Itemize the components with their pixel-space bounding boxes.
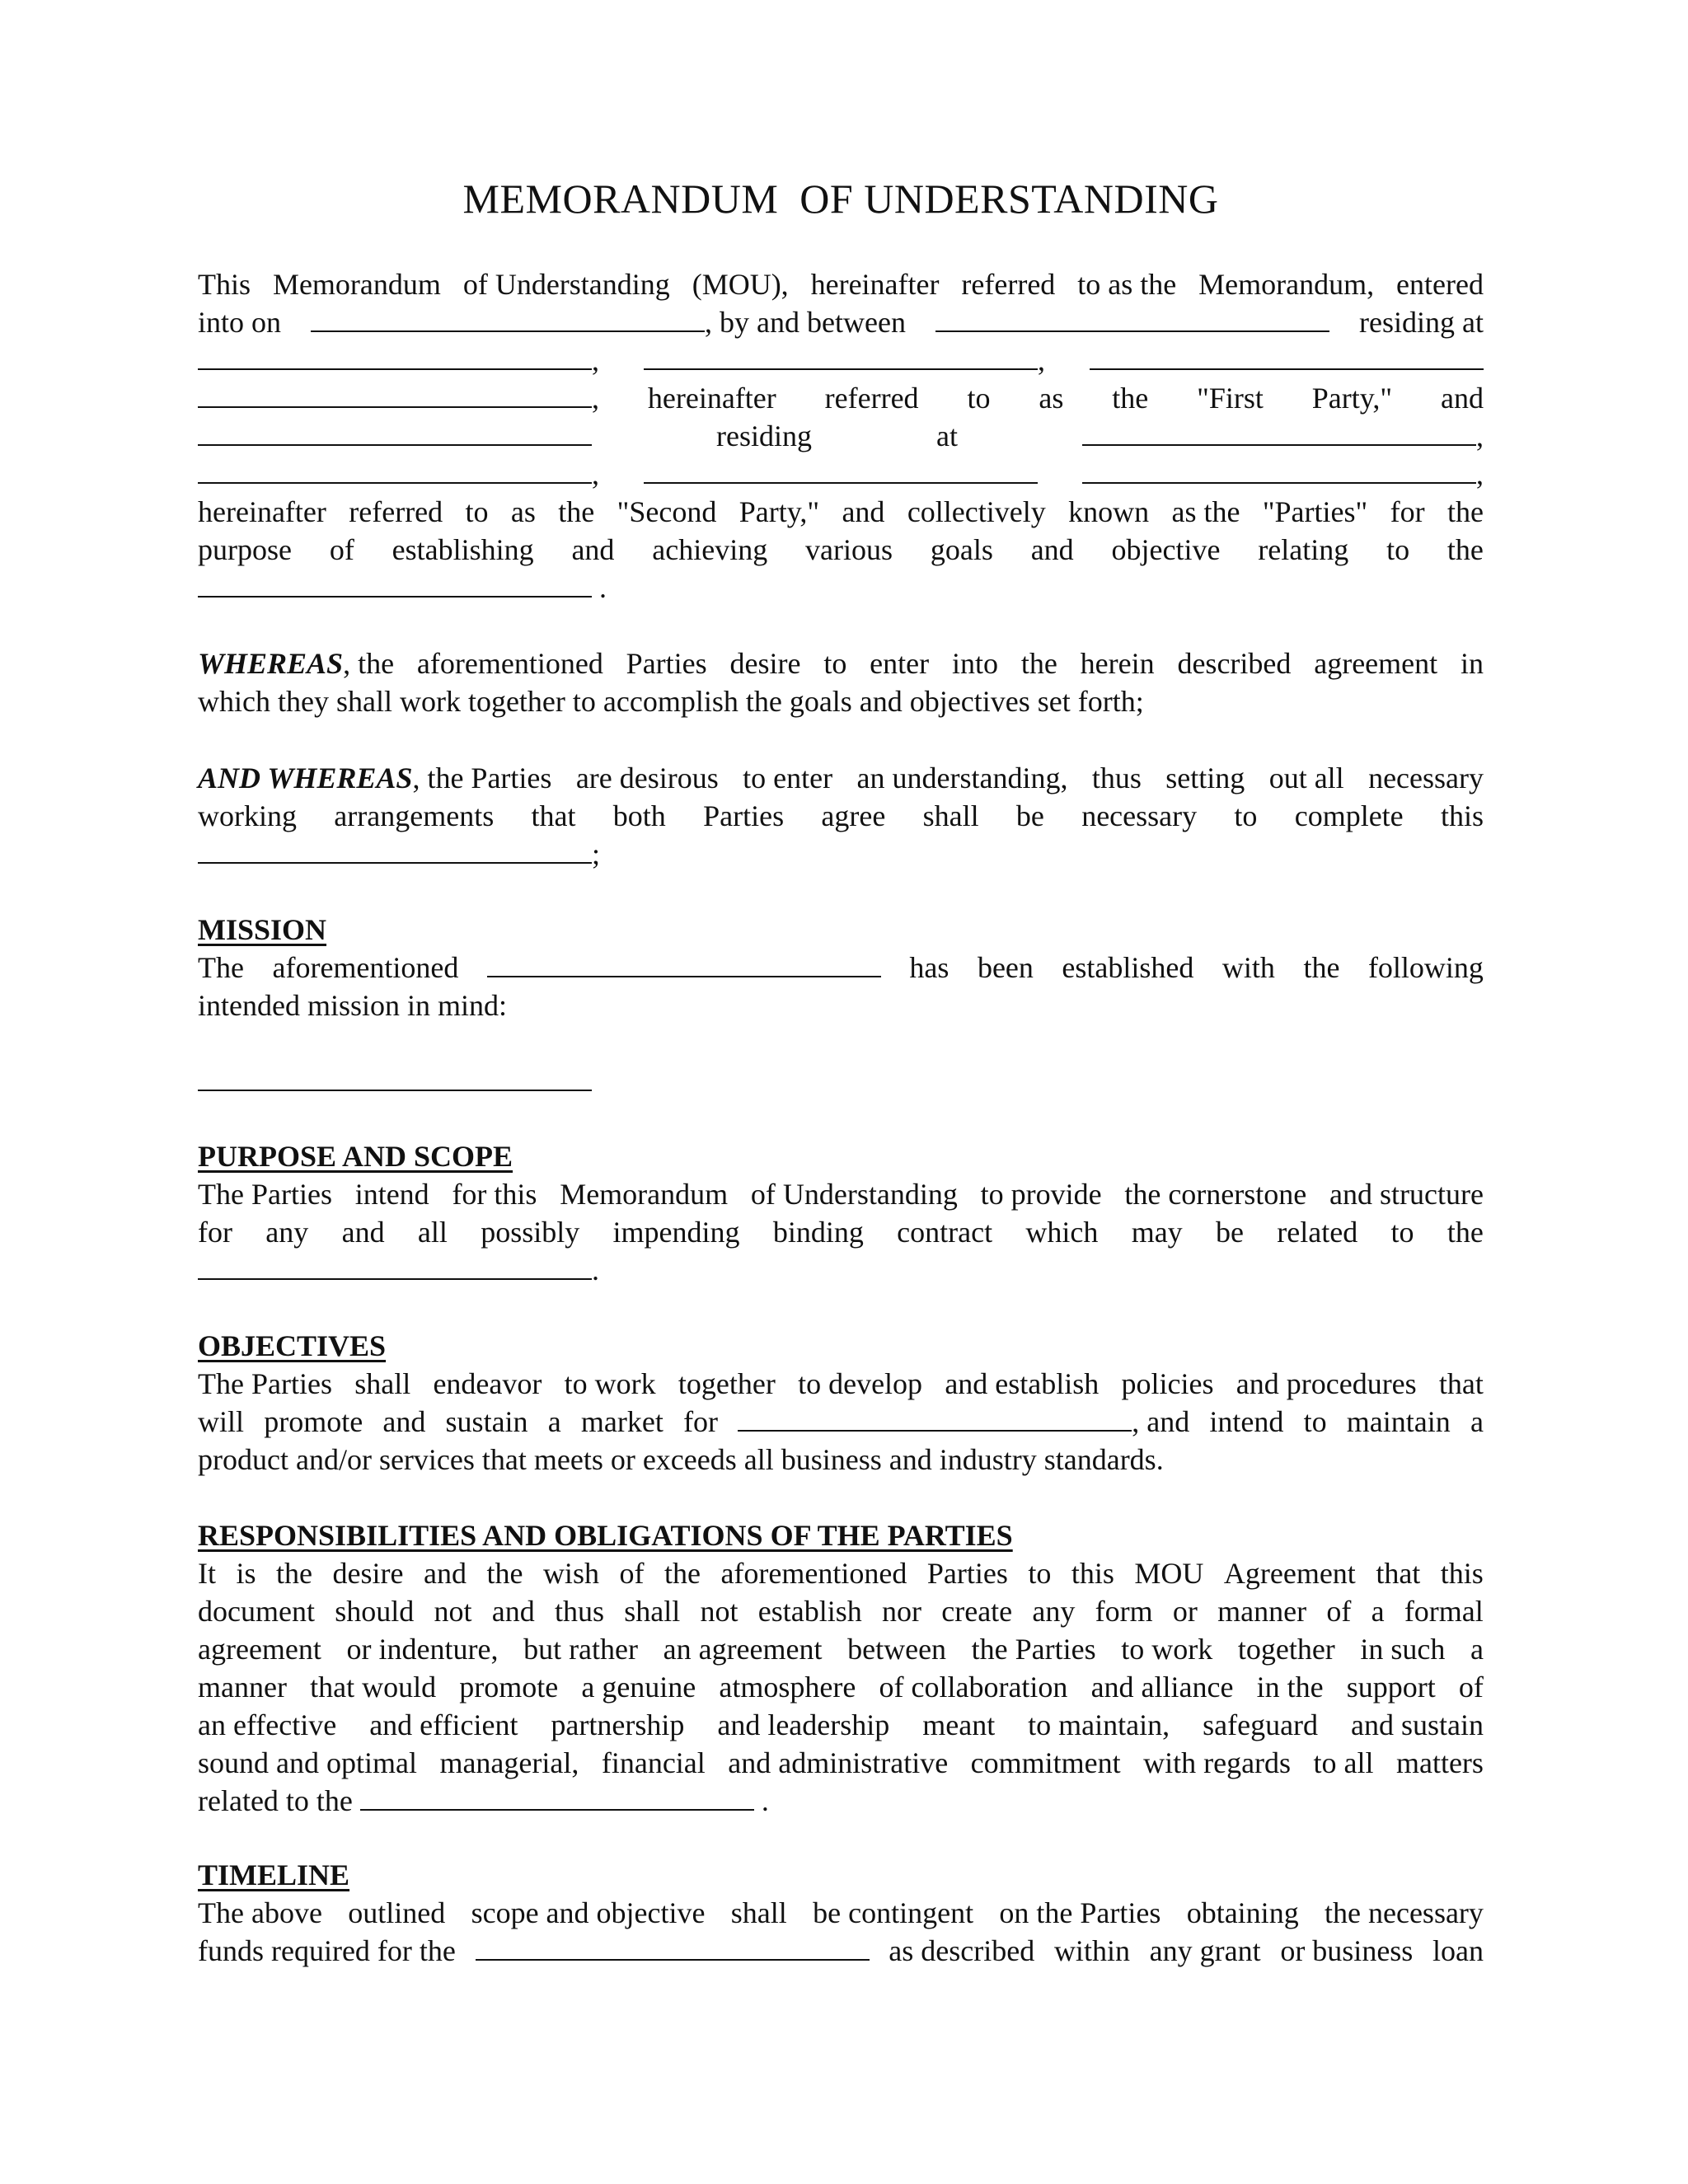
word: any grant <box>1149 1934 1261 1967</box>
word: at <box>935 419 958 452</box>
word: purpose <box>198 533 292 566</box>
word: and procedures <box>1236 1367 1417 1400</box>
and-whereas-paragraph <box>198 759 1484 873</box>
mission-line-1 <box>198 949 1484 987</box>
word: not <box>434 1595 472 1628</box>
word: and <box>1440 382 1484 415</box>
word: entered <box>1396 268 1484 301</box>
word: Parties <box>926 1557 1008 1590</box>
first-party-address-blank-2[interactable] <box>644 344 1038 370</box>
word: sound and optimal <box>198 1746 417 1779</box>
word: referred <box>349 495 443 528</box>
word: form <box>1095 1595 1153 1628</box>
word: as described <box>889 1934 1035 1967</box>
word: that <box>1376 1557 1421 1590</box>
word: MOU <box>1134 1557 1204 1590</box>
intro-paragraph <box>198 265 1484 607</box>
word: market <box>580 1405 663 1438</box>
word: to <box>967 382 991 415</box>
word: to enter <box>743 762 833 794</box>
word: complete <box>1294 799 1404 832</box>
comma: , <box>592 382 599 415</box>
word: this <box>1440 1557 1484 1590</box>
word: aforementioned <box>720 1557 907 1590</box>
word: the <box>1112 382 1149 415</box>
word: hereinafter <box>198 495 326 528</box>
intro-line-6 <box>198 455 1484 493</box>
word: achieving <box>652 533 768 566</box>
word: goals <box>930 533 993 566</box>
word: or indenture, <box>346 1633 499 1666</box>
word: following <box>1367 951 1484 984</box>
word: to maintain, <box>1028 1708 1170 1741</box>
word: as <box>510 495 536 528</box>
comma: , <box>1476 457 1484 490</box>
word: and structure <box>1329 1178 1484 1211</box>
word: related to the <box>198 1784 353 1817</box>
word: establishing <box>392 533 534 566</box>
word: or business <box>1280 1934 1414 1967</box>
first-party-address-blank-3[interactable] <box>1090 344 1484 370</box>
word: that <box>1438 1367 1484 1400</box>
word: to <box>1386 533 1410 566</box>
purpose-heading: PURPOSE AND SCOPE <box>198 1140 513 1173</box>
word: aforementioned <box>272 951 459 984</box>
word: as <box>1039 382 1064 415</box>
intro-line-2 <box>198 303 1484 341</box>
word: This <box>198 268 251 301</box>
mission-entity-blank[interactable] <box>487 951 881 977</box>
second-party-address-blank-1[interactable] <box>1082 419 1476 446</box>
intro-line-3 <box>198 341 1484 379</box>
comma: , <box>592 344 599 377</box>
word: hereinafter <box>647 382 776 415</box>
word: are desirous <box>575 762 719 794</box>
word: both <box>612 799 666 832</box>
word: and efficient <box>369 1708 518 1741</box>
word: for <box>1390 495 1425 528</box>
word: referred <box>824 382 919 415</box>
document-title: MEMORANDUM OF UNDERSTANDING <box>462 176 1219 222</box>
whereas-label: WHEREAS <box>198 647 344 680</box>
responsibilities-heading: RESPONSIBILITIES AND OBLIGATIONS OF THE PARTIES <box>198 1519 1013 1552</box>
word: to work <box>1121 1633 1213 1666</box>
word: The Parties <box>198 1367 332 1400</box>
semicolon: ; <box>592 837 601 870</box>
objectives-section <box>198 1327 1484 1479</box>
word: sustain <box>445 1405 528 1438</box>
word: to <box>1234 799 1258 832</box>
intro-residing-at: residing at <box>1359 306 1484 339</box>
timeline-line-2 <box>198 1932 1484 1970</box>
word: to provide <box>980 1178 1102 1211</box>
word: meant <box>922 1708 996 1741</box>
funds-required-blank[interactable] <box>476 1934 870 1961</box>
market-blank[interactable] <box>738 1405 1132 1432</box>
word: Parties <box>626 647 707 680</box>
word: scope and objective <box>471 1896 706 1929</box>
word: the necessary <box>1325 1896 1484 1929</box>
word: of <box>619 1557 645 1590</box>
responsibilities-section <box>198 1516 1484 1820</box>
word: the <box>276 1557 312 1590</box>
word: desire <box>332 1557 404 1590</box>
word: the <box>1447 495 1484 528</box>
timeline-line-1 <box>198 1894 1484 1932</box>
word: policies <box>1121 1367 1214 1400</box>
purpose-line-2 <box>198 1213 1484 1251</box>
word: maintain <box>1346 1405 1451 1438</box>
word: shall <box>730 1896 787 1929</box>
word: relating <box>1258 533 1349 566</box>
objectives-line-2 <box>198 1403 1484 1441</box>
word: endeavor <box>433 1367 542 1400</box>
word: an effective <box>198 1708 337 1741</box>
word: Agreement <box>1223 1557 1356 1590</box>
word: The above <box>198 1896 322 1929</box>
word: an agreement <box>663 1633 823 1666</box>
word: and administrative <box>728 1746 949 1779</box>
and-whereas-line-3 <box>198 835 1484 873</box>
word: be <box>1216 1216 1244 1249</box>
word: The <box>198 951 244 984</box>
word: working <box>198 799 297 832</box>
word: partnership <box>551 1708 685 1741</box>
intro-line-4 <box>198 379 1484 417</box>
word: nor <box>882 1595 921 1628</box>
word: to <box>823 647 847 680</box>
word: and <box>1030 533 1074 566</box>
purpose-related-blank[interactable] <box>198 1254 592 1280</box>
word: possibly <box>481 1216 580 1249</box>
word: matters <box>1395 1746 1484 1779</box>
word: to <box>1028 1557 1052 1590</box>
word: Memorandum, <box>1198 268 1375 301</box>
word: a genuine <box>581 1671 696 1704</box>
word: shall <box>354 1367 411 1400</box>
word: referred <box>961 268 1056 301</box>
word: but rather <box>523 1633 638 1666</box>
word: and <box>382 1405 426 1438</box>
word: for this <box>452 1178 537 1211</box>
word: been <box>977 951 1034 984</box>
word: financial <box>601 1746 706 1779</box>
word: for <box>683 1405 719 1438</box>
word: agreement <box>1314 647 1438 680</box>
word: document <box>198 1595 315 1628</box>
word: and sustain <box>1351 1708 1484 1741</box>
word: manner <box>1217 1595 1307 1628</box>
intro-into-on: into on <box>198 306 282 339</box>
word: has <box>909 951 950 984</box>
word: a <box>1470 1633 1484 1666</box>
word: be <box>1015 799 1044 832</box>
mission-line-3 <box>198 1062 1484 1100</box>
responsibilities-line-6 <box>198 1744 1484 1782</box>
whereas-line-1 <box>198 644 1484 682</box>
mission-statement-blank[interactable] <box>198 1065 592 1091</box>
word: the <box>1303 951 1340 984</box>
word: outlined <box>348 1896 446 1929</box>
timeline-heading: TIMELINE <box>198 1858 350 1891</box>
and-whereas-label: AND WHEREAS <box>198 762 413 794</box>
word: hereinafter <box>810 268 940 301</box>
intro-line-8 <box>198 531 1484 569</box>
purpose-topic-blank[interactable] <box>198 571 592 598</box>
word: as the <box>1171 495 1240 528</box>
word: on the Parties <box>999 1896 1161 1929</box>
whereas-paragraph <box>198 644 1484 720</box>
mission-section <box>198 911 1484 1100</box>
objectives-line-1 <box>198 1365 1484 1403</box>
word: residing <box>716 419 812 452</box>
and-whereas-lead: , the Parties <box>412 762 552 794</box>
word: Memorandum <box>560 1178 729 1211</box>
word: any <box>1032 1595 1076 1628</box>
period: . <box>592 1254 599 1286</box>
word: of <box>1458 1671 1484 1704</box>
first-party-address-blank-1[interactable] <box>198 344 592 370</box>
word: intend <box>354 1178 429 1211</box>
word: intend <box>1209 1405 1284 1438</box>
word: the <box>558 495 595 528</box>
second-party-address-blank-3[interactable] <box>644 457 1038 484</box>
word: of Understanding <box>750 1178 958 1211</box>
word: of <box>329 533 354 566</box>
word: the <box>486 1557 523 1590</box>
word: enter <box>870 647 930 680</box>
word: a <box>547 1405 561 1438</box>
word: and <box>423 1557 467 1590</box>
word: arrangements <box>334 799 495 832</box>
word: together <box>678 1367 776 1400</box>
word: related <box>1277 1216 1358 1249</box>
word: impending <box>612 1216 740 1249</box>
word: the cornerstone <box>1124 1178 1307 1211</box>
whereas-lead: , the <box>343 647 395 680</box>
word: It <box>198 1557 216 1590</box>
word: "Second <box>617 495 717 528</box>
word: together <box>1237 1633 1335 1666</box>
word: funds required for the <box>198 1934 456 1967</box>
intro-line-5 <box>198 417 1484 455</box>
word: commitment <box>970 1746 1121 1779</box>
word: binding <box>772 1216 864 1249</box>
word: , and <box>1132 1405 1190 1438</box>
word: "Parties" <box>1262 495 1368 528</box>
second-party-name-blank[interactable] <box>198 419 592 446</box>
word: and leadership <box>717 1708 890 1741</box>
word: a <box>1371 1595 1385 1628</box>
related-to-blank[interactable] <box>360 1784 754 1811</box>
word: collectively <box>907 495 1046 528</box>
purpose-line-3 <box>198 1251 1484 1289</box>
word: necessary <box>1368 762 1484 794</box>
word: formal <box>1404 1595 1484 1628</box>
word: or <box>1172 1595 1198 1628</box>
word: Memorandum <box>272 268 441 301</box>
word: is <box>236 1557 256 1590</box>
word: aforementioned <box>416 647 603 680</box>
word: obtaining <box>1186 1896 1299 1929</box>
word: this <box>1071 1557 1114 1590</box>
word: Parties <box>703 799 785 832</box>
word: that <box>531 799 576 832</box>
word: (MOU), <box>692 268 789 301</box>
word: Party," <box>738 495 820 528</box>
word: with <box>1221 951 1275 984</box>
word: create <box>941 1595 1013 1628</box>
word: between <box>847 1633 947 1666</box>
purpose-section <box>198 1137 1484 1289</box>
word: and <box>491 1595 535 1628</box>
responsibilities-line-2 <box>198 1592 1484 1630</box>
word: that would <box>310 1671 437 1704</box>
word: the <box>1447 1216 1484 1249</box>
intro-line-9 <box>198 569 1484 607</box>
word: establish <box>757 1595 862 1628</box>
word: and <box>341 1216 385 1249</box>
word: wish <box>542 1557 599 1590</box>
objectives-heading: OBJECTIVES <box>198 1329 387 1362</box>
word: of <box>1326 1595 1352 1628</box>
word: Party," <box>1311 382 1393 415</box>
word: the <box>1020 647 1057 680</box>
date-blank[interactable] <box>311 306 705 332</box>
word: contract <box>897 1216 993 1249</box>
word: to develop <box>798 1367 923 1400</box>
purpose-line-1 <box>198 1175 1484 1213</box>
second-party-address-blank-4[interactable] <box>1082 457 1476 484</box>
word: promote <box>459 1671 559 1704</box>
word: "First <box>1197 382 1264 415</box>
word: agreement <box>198 1633 321 1666</box>
and-whereas-line-1 <box>198 759 1484 797</box>
word: a <box>1470 1405 1484 1438</box>
mission-line-2: intended mission in mind: <box>198 989 507 1022</box>
word: and <box>842 495 885 528</box>
word: herein <box>1080 647 1155 680</box>
word: promote <box>264 1405 363 1438</box>
responsibilities-line-7 <box>198 1782 1484 1820</box>
word: atmosphere <box>719 1671 856 1704</box>
word: managerial, <box>439 1746 579 1779</box>
word: of Understanding <box>462 268 670 301</box>
word: of collaboration <box>879 1671 1068 1704</box>
period: . <box>753 1784 769 1817</box>
responsibilities-line-4 <box>198 1668 1484 1706</box>
word: and alliance <box>1090 1671 1234 1704</box>
word: and establish <box>945 1367 1100 1400</box>
word: manner <box>198 1671 287 1704</box>
comma: , <box>1038 344 1045 377</box>
word: all <box>417 1216 448 1249</box>
timeline-section <box>198 1856 1484 1970</box>
word: this <box>1440 799 1484 832</box>
word: setting <box>1165 762 1245 794</box>
word: be contingent <box>813 1896 974 1929</box>
word: established <box>1062 951 1194 984</box>
second-party-address-blank-2[interactable] <box>198 457 592 484</box>
objectives-line-3: product and/or services that meets or exceeds all business and industry standards. <box>198 1443 1164 1476</box>
word: safeguard <box>1203 1708 1319 1741</box>
word: and <box>571 533 615 566</box>
word: which <box>1025 1216 1099 1249</box>
word: shall <box>624 1595 681 1628</box>
word: the <box>1447 533 1484 566</box>
word: the Parties <box>971 1633 1096 1666</box>
word: within <box>1053 1934 1130 1967</box>
word: The Parties <box>198 1178 332 1211</box>
word: necessary <box>1081 799 1198 832</box>
word: to work <box>564 1367 656 1400</box>
mission-heading: MISSION <box>198 913 327 946</box>
word: objective <box>1111 533 1221 566</box>
word: with regards <box>1143 1746 1292 1779</box>
first-party-name-blank[interactable] <box>935 306 1329 332</box>
word: not <box>700 1595 738 1628</box>
intro-line-7 <box>198 493 1484 531</box>
word: described <box>1177 647 1292 680</box>
word: loan <box>1432 1934 1484 1967</box>
and-whereas-line-2 <box>198 797 1484 835</box>
word: agree <box>821 799 886 832</box>
comma: , <box>1475 419 1484 452</box>
first-party-address-blank-4[interactable] <box>198 382 592 408</box>
word: shall <box>922 799 979 832</box>
comma: , <box>592 457 599 490</box>
word: will <box>198 1405 245 1438</box>
intro-line-1 <box>198 265 1484 303</box>
word: to <box>1390 1216 1414 1249</box>
word: various <box>805 533 893 566</box>
word: to <box>465 495 489 528</box>
word: any <box>265 1216 309 1249</box>
word: known <box>1068 495 1150 528</box>
word: to <box>1303 1405 1327 1438</box>
word: desire <box>729 647 801 680</box>
word: should <box>335 1595 415 1628</box>
word: for <box>198 1216 232 1249</box>
word: in such <box>1360 1633 1446 1666</box>
responsibilities-line-3 <box>198 1630 1484 1668</box>
word: to all <box>1313 1746 1374 1779</box>
word: in the <box>1256 1671 1324 1704</box>
word: into <box>951 647 998 680</box>
word: support <box>1346 1671 1436 1704</box>
word: thus <box>554 1595 604 1628</box>
period: . <box>592 571 607 604</box>
word: to as the <box>1077 268 1177 301</box>
responsibilities-line-1 <box>198 1554 1484 1592</box>
word: may <box>1131 1216 1183 1249</box>
complete-this-blank[interactable] <box>198 837 592 864</box>
word: in <box>1460 647 1484 680</box>
word: thus <box>1091 762 1142 794</box>
word: the <box>663 1557 701 1590</box>
responsibilities-line-5 <box>198 1706 1484 1744</box>
word: an understanding, <box>856 762 1068 794</box>
whereas-line-2: which they shall work together to accomplish the goals and objectives set forth; <box>198 685 1144 718</box>
word: out all <box>1268 762 1344 794</box>
intro-by-and-between: , by and between <box>705 306 906 339</box>
